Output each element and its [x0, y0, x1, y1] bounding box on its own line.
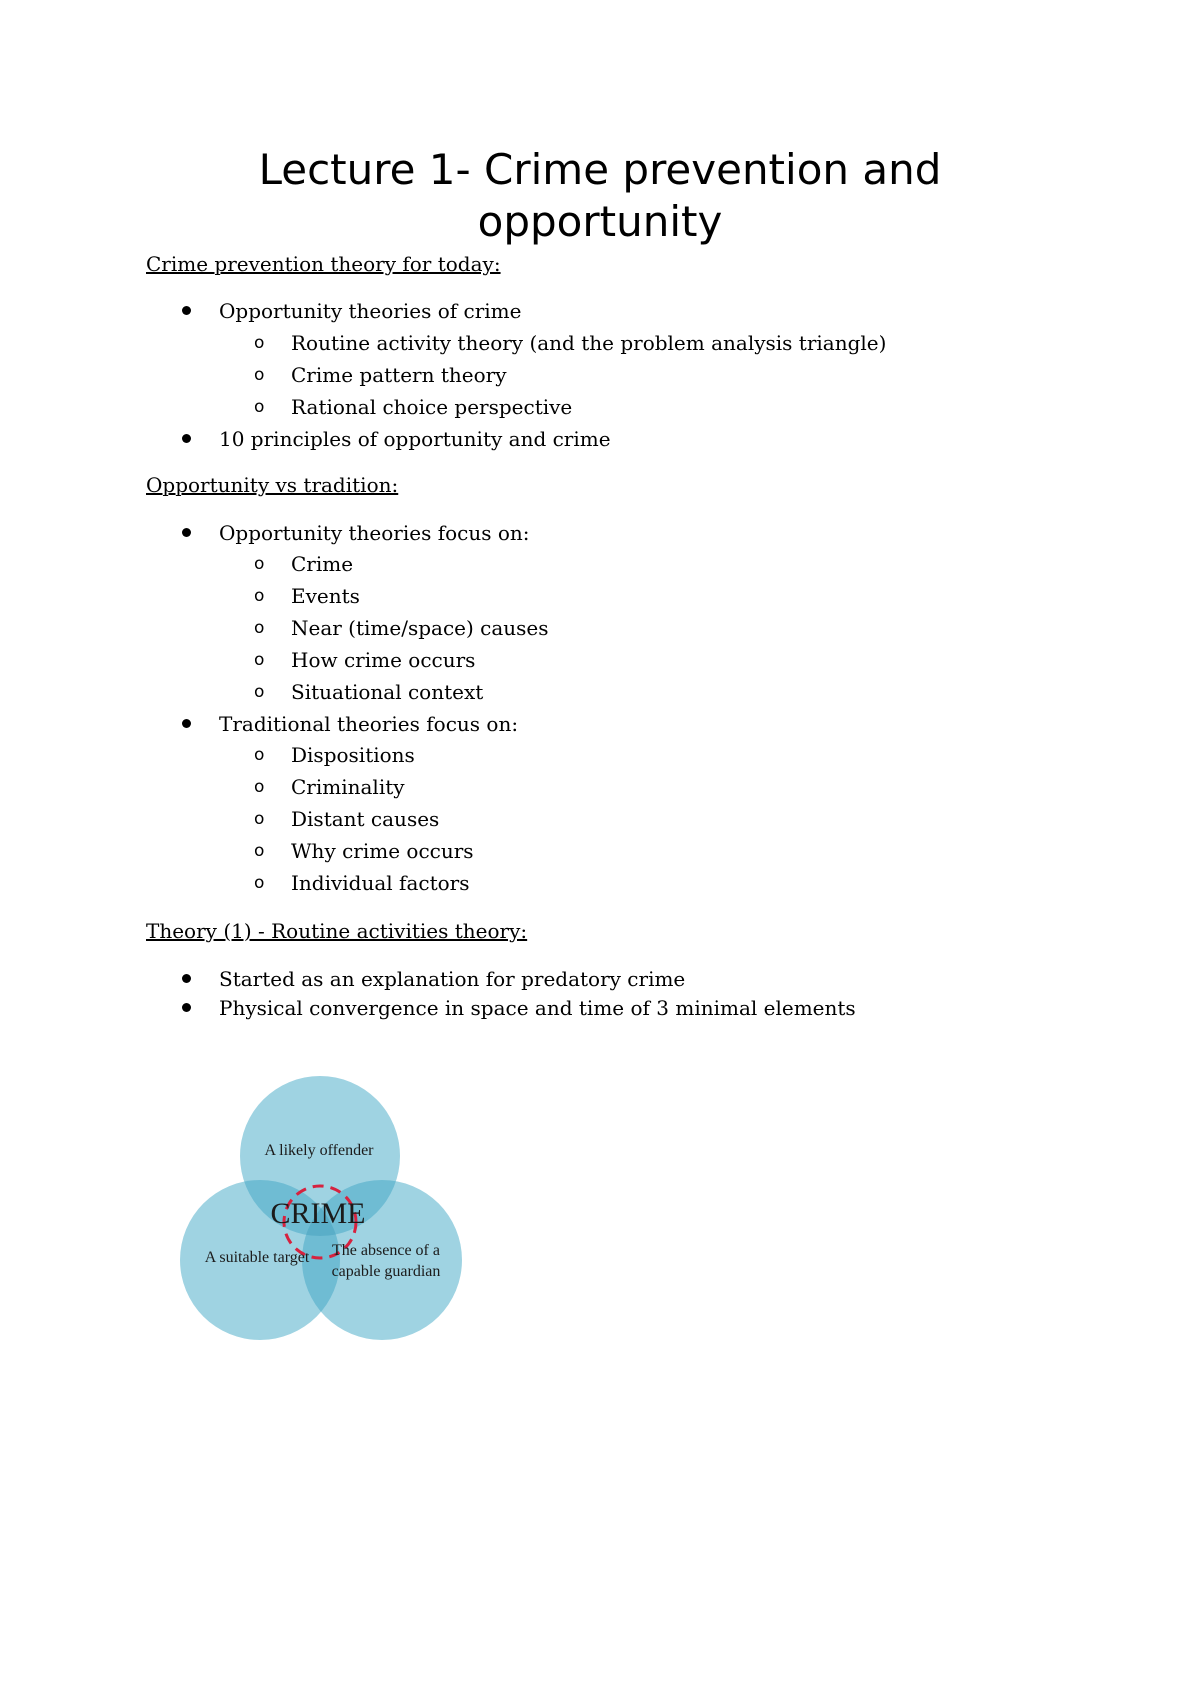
offender-label: A likely offender [264, 1142, 374, 1159]
sub-bullet-icon: o [254, 333, 265, 353]
bullet-icon [182, 528, 191, 537]
sub-list-item: Dispositions [291, 743, 415, 767]
guardian-label-line-1: The absence of a [332, 1242, 440, 1259]
title-line-1: Lecture 1- Crime prevention and [258, 145, 942, 194]
list-item: Physical convergence in space and time of 3 minimal elements [219, 996, 856, 1020]
list-item: Opportunity theories of crime [219, 299, 522, 323]
sub-list-item: Crime [291, 552, 354, 576]
sub-bullet-icon: o [254, 365, 265, 385]
sub-list-item: Criminality [291, 775, 405, 799]
sub-list-item: Events [291, 584, 360, 608]
sub-bullet-icon: o [254, 586, 265, 606]
sub-bullet-icon: o [254, 554, 265, 574]
list-item: Traditional theories focus on: [219, 712, 519, 736]
bullet-icon [182, 306, 191, 315]
target-label: A suitable target [204, 1249, 310, 1266]
sub-list-item: Individual factors [291, 871, 470, 895]
list-item: Opportunity theories focus on: [219, 521, 530, 545]
sub-bullet-icon: o [254, 397, 265, 417]
sub-list-item: Rational choice perspective [291, 395, 573, 419]
bullet-icon [182, 974, 191, 983]
crime-label: CRIME [270, 1197, 366, 1230]
sub-bullet-icon: o [254, 873, 265, 893]
sub-list-item: Situational context [291, 680, 484, 704]
section-heading-routine-activities: Theory (1) - Routine activities theory: [146, 919, 528, 943]
sub-bullet-icon: o [254, 777, 265, 797]
sub-bullet-icon: o [254, 618, 265, 638]
sub-bullet-icon: o [254, 650, 265, 670]
sub-list-item: Distant causes [291, 807, 440, 831]
sub-bullet-icon: o [254, 745, 265, 765]
sub-list-item: Routine activity theory (and the problem analysis triangle) [291, 331, 887, 355]
bullet-icon [182, 719, 191, 728]
sub-bullet-icon: o [254, 682, 265, 702]
sub-bullet-icon: o [254, 841, 265, 861]
sub-list-item: Crime pattern theory [291, 363, 507, 387]
bullet-icon [182, 434, 191, 443]
sub-list-item: Near (time/space) causes [291, 616, 549, 640]
section-heading-crime-prevention: Crime prevention theory for today: [146, 252, 501, 276]
guardian-label-line-2: capable guardian [331, 1263, 441, 1280]
title-line-2: opportunity [477, 197, 723, 246]
section-heading-opportunity-vs-tradition: Opportunity vs tradition: [146, 473, 399, 497]
sub-list-item: How crime occurs [291, 648, 476, 672]
sub-list-item: Why crime occurs [291, 839, 474, 863]
list-item: 10 principles of opportunity and crime [219, 427, 611, 451]
crime-triangle-venn-diagram [176, 1076, 466, 1342]
sub-bullet-icon: o [254, 809, 265, 829]
list-item: Started as an explanation for predatory crime [219, 967, 686, 991]
document-title [0, 144, 1200, 248]
bullet-icon [182, 1003, 191, 1012]
